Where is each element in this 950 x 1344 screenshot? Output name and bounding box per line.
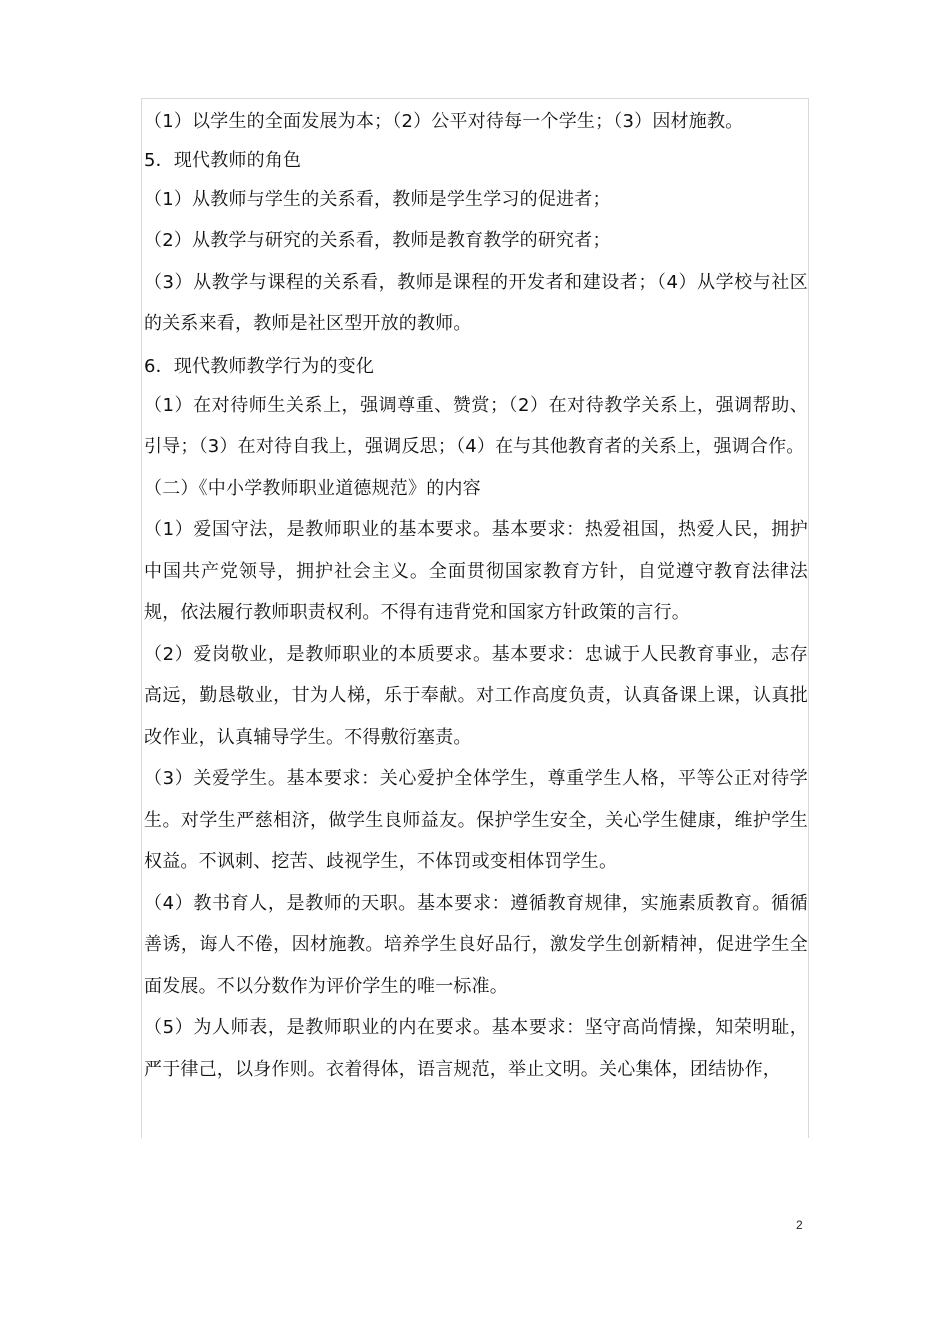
paragraph-ethics-1: （1）爱国守法，是教师职业的基本要求。基本要求：热爱祖国，热爱人民，拥护中国共产党领导，拥护社会主义。全面贯彻国家教育方针，自觉遵守教育法律法规，依法履行教师职责权利。不得有违背党和国家方针政策的言行。 bbox=[144, 519, 808, 623]
paragraph-behavior-changes: （1）在对待师生关系上，强调尊重、赞赏；（2）在对待教学关系上，强调帮助、引导；（3）在对待自我上，强调反思；（4）在与其他教育者的关系上，强调合作。 bbox=[144, 394, 808, 457]
paragraph-ethics-5: （5）为人师表，是教师职业的内在要求。基本要求：坚守高尚情操，知荣明耻，严于律己，以身作则。衣着得体，语言规范，举止文明。关心集体，团结协作， bbox=[144, 1017, 808, 1080]
paragraph-role-2: （2）从教学与研究的关系看，教师是教育教学的研究者； bbox=[144, 230, 611, 251]
paragraph-ethics-3: （3）关爱学生。基本要求：关心爱护全体学生，尊重学生人格，平等公正对待学生。对学生严慈相济，做学生良师益友。保护学生安全，关心学生健康，维护学生权益。不讽刺、挖苦、歧视学生，不体罚或变相体罚学生。 bbox=[144, 768, 808, 872]
paragraph-ethics-2: （2）爱岗敬业，是教师职业的本质要求。基本要求：忠诚于人民教育事业，志存高远，勤恳敬业，甘为人梯，乐于奉献。对工作高度负责，认真备课上课，认真批改作业，认真辅导学生。不得敷衍塞责。 bbox=[144, 643, 808, 748]
paragraph-role-1: （1）从教师与学生的关系看，教师是学生学习的促进者； bbox=[144, 188, 611, 210]
heading-teaching-behavior: 6．现代教师教学行为的变化 bbox=[144, 355, 375, 377]
heading-ethics-code: （二）《中小学教师职业道德规范》的内容 bbox=[144, 477, 481, 499]
heading-teacher-roles: 5．现代教师的角色 bbox=[144, 149, 302, 171]
paragraph-ethics-4: （4）教书育人，是教师的天职。基本要求：遵循教育规律，实施素质教育。循循善诱，诲人不倦，因材施教。培养学生良好品行，激发学生创新精神，促进学生全面发展。不以分数作为评价学生的唯一标准。 bbox=[144, 892, 808, 997]
document-body bbox=[141, 98, 809, 1138]
page-number: 2 bbox=[796, 1218, 803, 1232]
paragraph-role-3-4: （3）从教学与课程的关系看，教师是课程的开发者和建设者；（4）从学校与社区的关系来看，教师是社区型开放的教师。 bbox=[144, 271, 808, 334]
paragraph-principles: （1）以学生的全面发展为本；（2）公平对待每一个学生；（3）因材施教。 bbox=[144, 111, 744, 132]
